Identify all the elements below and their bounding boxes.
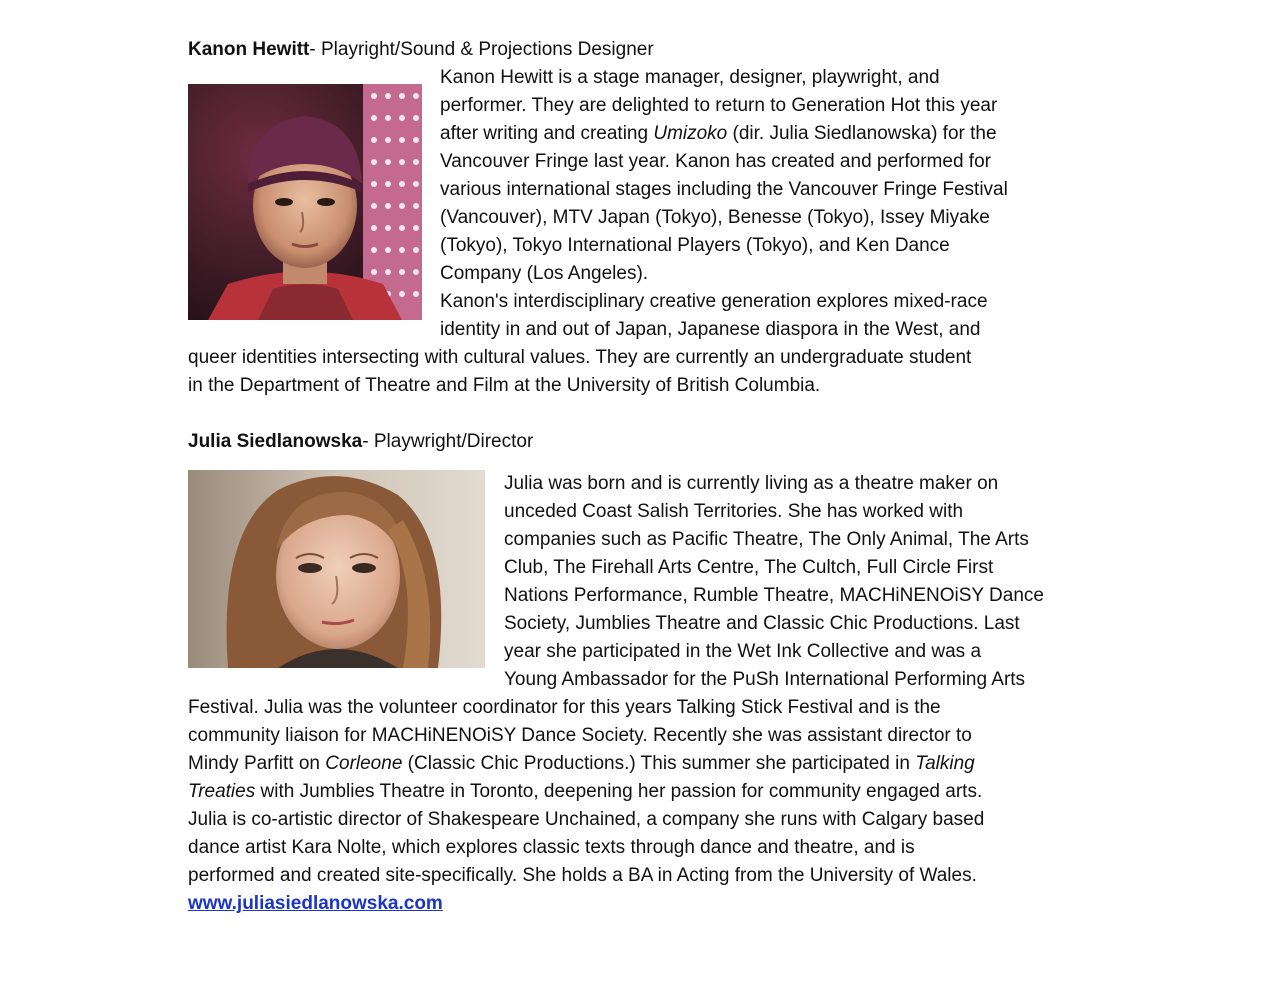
corleone-title: Corleone xyxy=(325,753,403,774)
julia-website-line xyxy=(188,890,1088,918)
heading-spacer xyxy=(188,456,1088,470)
julia-bio-line-12 xyxy=(188,778,1088,806)
julia-bio-line-11-start: Mindy Parfitt on xyxy=(188,753,326,774)
kanon-bio-line-2: performer. They are delighted to return to Generation Hot this year xyxy=(440,95,998,116)
kanon-bio-line-1: Kanon Hewitt is a stage manager, designer, playwright, and xyxy=(440,67,940,88)
julia-bio-line-1: Julia was born and is currently living as a theatre maker on xyxy=(504,473,999,494)
kanon-bio-line-4: Vancouver Fringe last year. Kanon has created and performed for xyxy=(440,151,991,172)
julia-bio-line-11-middle: (Classic Chic Productions.) This summer she participated in xyxy=(402,753,916,774)
julia-role: - Playwright/Director xyxy=(362,431,534,452)
kanon-bio-line-3-start: after writing and creating xyxy=(440,123,654,144)
kanon-bio-line-9: Kanon's interdisciplinary creative generation explores mixed-race xyxy=(440,291,988,312)
kanon-role: - Playright/Sound & Projections Designer xyxy=(309,39,654,60)
kanon-portrait-image xyxy=(188,84,422,320)
julia-photo xyxy=(188,470,485,668)
kanon-bio-line-12: in the Department of Theatre and Film at the University of British Columbia. xyxy=(188,375,821,396)
kanon-bio-line-3-end: (dir. Julia Siedlanowska) for the xyxy=(727,123,997,144)
julia-bio xyxy=(188,470,1088,918)
julia-bio-line-8: Young Ambassador for the PuSh International Performing Arts xyxy=(504,669,1026,690)
julia-name: Julia Siedlanowska xyxy=(188,431,363,452)
julia-heading xyxy=(188,428,1088,456)
julia-website-link[interactable]: www.juliasiedlanowska.com xyxy=(188,893,443,914)
julia-bio-line-2: unceded Coast Salish Territories. She has worked with xyxy=(504,501,964,522)
bio-page xyxy=(188,36,1088,918)
kanon-heading xyxy=(188,36,1088,64)
kanon-bio-line-10: identity in and out of Japan, Japanese diaspora in the West, and xyxy=(440,319,981,340)
julia-bio-line-7: year she participated in the Wet Ink Collective and was a xyxy=(504,641,982,662)
talking-title-start: Talking xyxy=(915,753,975,774)
treaties-title-end: Treaties xyxy=(188,781,256,802)
julia-bio-line-15: performed and created site-specifically. She holds a BA in Acting from the University of Wales. xyxy=(188,865,977,886)
julia-bio-line-9: Festival. Julia was the volunteer coordinator for this years Talking Stick Festival and is the xyxy=(188,697,941,718)
section-spacer xyxy=(188,400,1088,428)
julia-bio-line-6: Society, Jumblies Theatre and Classic Chic Productions. Last xyxy=(504,613,1020,634)
kanon-bio-line-11: queer identities intersecting with cultural values. They are currently an undergraduate student xyxy=(188,347,972,368)
julia-bio-line-10: community liaison for MACHiNENOiSY Dance Society. Recently she was assistant director to xyxy=(188,725,972,746)
kanon-bio xyxy=(188,64,1088,400)
kanon-photo xyxy=(188,84,422,320)
kanon-bio-line-6: (Vancouver), MTV Japan (Tokyo), Benesse (Tokyo), Issey Miyake xyxy=(440,207,990,228)
kanon-bio-line-8: Company (Los Angeles). xyxy=(440,263,649,284)
julia-bio-line-11 xyxy=(188,750,1088,778)
kanon-name: Kanon Hewitt xyxy=(188,39,310,60)
julia-bio-line-5: Nations Performance, Rumble Theatre, MACHiNENOiSY Dance xyxy=(504,585,1044,606)
umizoko-title: Umizoko xyxy=(653,123,728,144)
kanon-bio-line-7: (Tokyo), Tokyo International Players (Tokyo), and Ken Dance xyxy=(440,235,950,256)
julia-bio-line-4: Club, The Firehall Arts Centre, The Cultch, Full Circle First xyxy=(504,557,994,578)
julia-portrait-image xyxy=(188,470,485,668)
julia-bio-line-12-rest: with Jumblies Theatre in Toronto, deepening her passion for community engaged arts. xyxy=(255,781,983,802)
julia-bio-line-14: dance artist Kara Nolte, which explores classic texts through dance and theatre, and is xyxy=(188,837,915,858)
kanon-bio-line-5: various international stages including the Vancouver Fringe Festival xyxy=(440,179,1008,200)
julia-bio-line-13: Julia is co-artistic director of Shakespeare Unchained, a company she runs with Calgary based xyxy=(188,809,985,830)
julia-bio-line-3: companies such as Pacific Theatre, The Only Animal, The Arts xyxy=(504,529,1029,550)
